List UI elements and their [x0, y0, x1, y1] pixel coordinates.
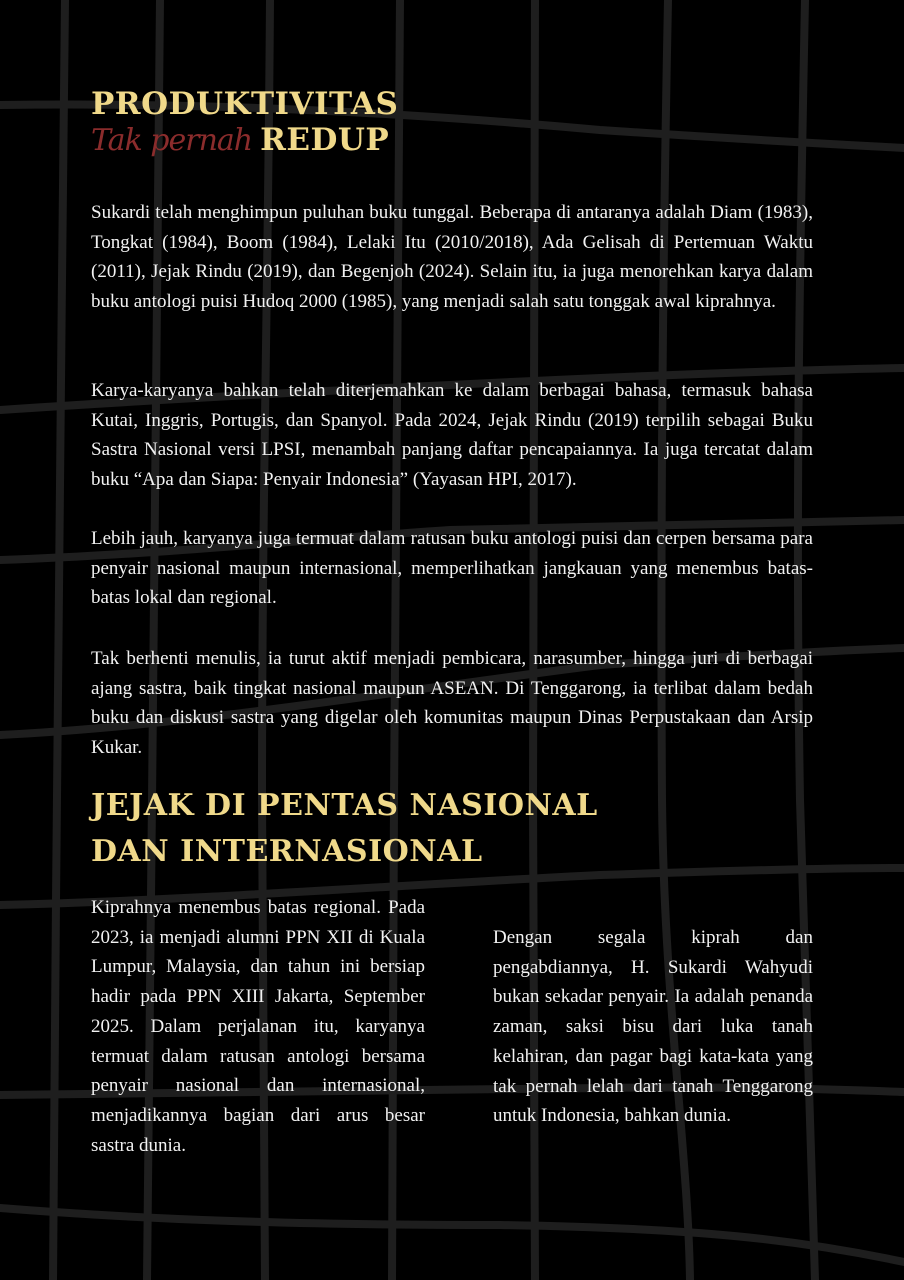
grid-line-horizontal [0, 1208, 904, 1262]
grid-line-vertical [53, 0, 65, 1280]
section-title-produktivitas: PRODUKTIVITAS [91, 86, 399, 122]
paragraph-body: Lebih jauh, karyanya juga termuat dalam ratusan buku antologi puisi dan cerpen bersama para penyair nasional maupun internasional, memperlihatkan jangkauan yang menembus batas-batas lokal dan regional. [91, 528, 813, 609]
paragraph-body: Sukardi telah menghimpun puluhan buku tunggal. Beberapa di antaranya adalah Diam (1983), Tongkat (1984), Boom (1984), Lelaki Itu (2010/2018), Ada Gelisah di Pertemuan Waktu (2011), Jejak Rindu (2019), dan Begenjoh (2024). Selain itu, ia juga menorehkan karya dalam buku antologi puisi Hudoq 2000 (1985), yang menjadi salah satu tonggak awal kiprahnya. [91, 202, 813, 313]
section-title-jejak-line1: JEJAK DI PENTAS NASIONAL [91, 788, 598, 823]
paragraph-body: Karya-karyanya bahkan telah diterjemahkan ke dalam berbagai bahasa, termasuk bahasa Kutai, Inggris, Portugis, dan Spanyol. Pada 2024, Jejak Rindu (2019) terpilih sebagai Buku Sastra Nasional versi LPSI, menambah panjang daftar pencapaiannya. Ia juga tercatat dalam buku “Apa dan Siapa: Penyair Indonesia” (Yayasan HPI, 2017). [91, 380, 813, 491]
left-column-paragraph: Kiprahnya menembus batas regional. Pada 2023, ia menjadi alumni PPN XII di Kuala Lumpur, Malaysia, dan tahun ini bersiap hadir pada PPN XIII Jakarta, September 2025. Dalam perjalanan itu, karyanya termuat dalam ratusan antologi bersama penyair nasional dan internasional, menjadikannya bagian dari arus besar sastra dunia. [91, 897, 425, 1156]
paragraph-body: Tak berhenti menulis, ia turut aktif menjadi pembicara, narasumber, hingga juri di berbagai ajang sastra, baik tingkat nasional maupun ASEAN. Di Tenggarong, ia terlibat dalam bedah buku dan diskusi sastra yang digelar oleh komunitas maupun Dinas Perpustakaan dan Arsip Kukar. [91, 648, 813, 759]
section-title-jejak-line2: DAN INTERNASIONAL [91, 834, 483, 869]
section-subtitle [91, 122, 389, 158]
right-column-paragraph: Dengan segala kiprah dan pengabdiannya, H. Sukardi Wahyudi bukan sekadar penyair. Ia adalah penanda zaman, saksi bisu dari luka tanah kelahiran, dan pagar bagi kata-kata yang tak pernah lelah dari tanah Tenggarong untuk Indonesia, bahkan dunia. [493, 927, 813, 1127]
section-title-redup: REDUP [260, 122, 390, 158]
script-accent-text: Tak pernah [91, 123, 253, 158]
